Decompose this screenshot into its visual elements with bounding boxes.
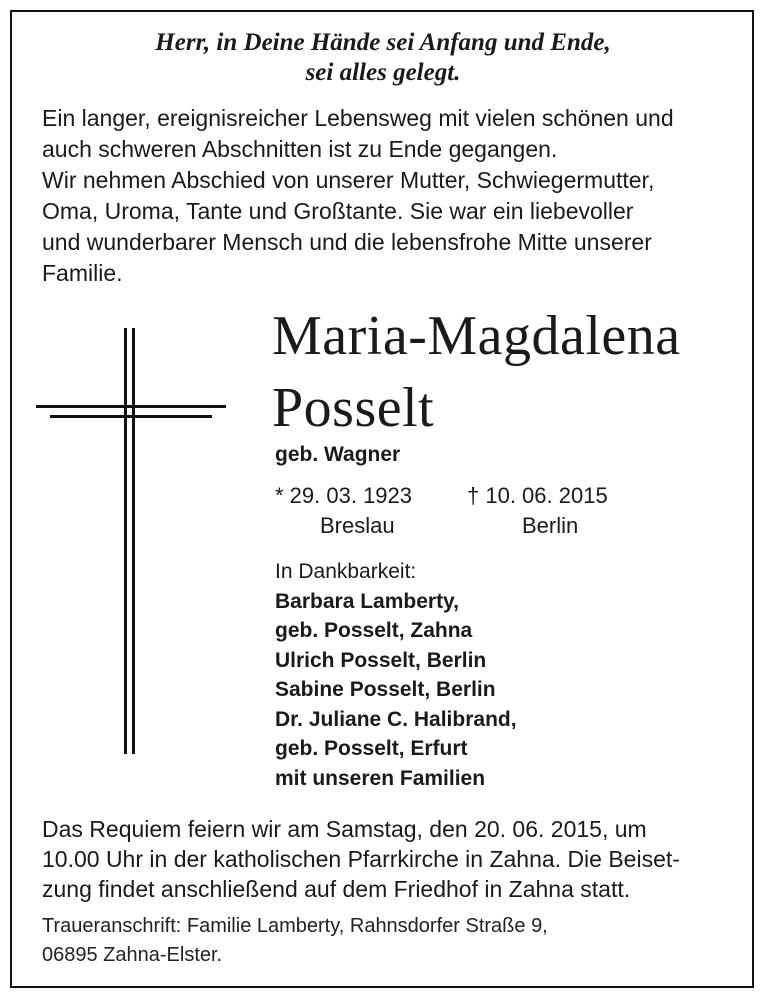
first-name: Maria-Magdalena (272, 305, 681, 367)
motto (0, 28, 766, 88)
motto-line-2: sei alles gelegt. (305, 59, 461, 86)
motto-line-1: Herr, in Deine Hände sei Anfang und Ende, (155, 29, 611, 56)
intro-line: Oma, Uroma, Tante und Großtante. Sie war ein liebevoller (42, 198, 634, 224)
died-date: † 10. 06. 2015 (467, 483, 608, 508)
mourner-line: Dr. Juliane C. Halibrand, (275, 707, 517, 731)
cross-icon (36, 328, 226, 758)
mourner-line: geb. Posselt, Zahna (275, 619, 473, 642)
mourners (275, 557, 517, 793)
born-place: Breslau (320, 513, 395, 538)
requiem-line: zung findet anschließend auf dem Friedhof in Zahna statt. (42, 876, 631, 902)
mourner-line: Sabine Posselt, Berlin (275, 678, 496, 701)
born-date: * 29. 03. 1923 (275, 483, 413, 508)
mourner-line: Barbara Lamberty, (275, 589, 460, 613)
intro-line: Ein langer, ereignisreicher Lebensweg mit vielen schönen und (42, 105, 674, 131)
address-line: 06895 Zahna-Elster. (42, 944, 223, 966)
last-name: Posselt (272, 377, 435, 439)
intro-line: Familie. (42, 260, 123, 286)
thanks-lead: In Dankbarkeit: (275, 560, 417, 583)
intro-line: auch schweren Abschnitten ist zu Ende gegangen. (42, 136, 558, 162)
mourner-line: mit unseren Familien (275, 766, 486, 790)
mourner-line: Ulrich Posselt, Berlin (275, 648, 487, 672)
died-place: Berlin (522, 513, 579, 538)
intro-text (42, 103, 732, 289)
requiem-line: Das Requiem feiern wir am Samstag, den 20. 06. 2015, um (42, 816, 647, 842)
intro-line: Wir nehmen Abschied von unserer Mutter, Schwiegermutter, (42, 167, 655, 193)
mourner-line: geb. Posselt, Erfurt (275, 737, 468, 760)
deceased-name (272, 300, 742, 444)
requiem-line: 10.00 Uhr in der katholischen Pfarrkirche in Zahna. Die Beiset- (42, 846, 680, 872)
birth-name: geb. Wagner (275, 443, 401, 466)
requiem-text (42, 814, 742, 904)
intro-line: und wunderbarer Mensch und die lebensfrohe Mitte unserer (42, 229, 652, 255)
mourning-address (42, 912, 742, 970)
address-line: Traueranschrift: Familie Lamberty, Rahnsdorfer Straße 9, (42, 915, 548, 937)
